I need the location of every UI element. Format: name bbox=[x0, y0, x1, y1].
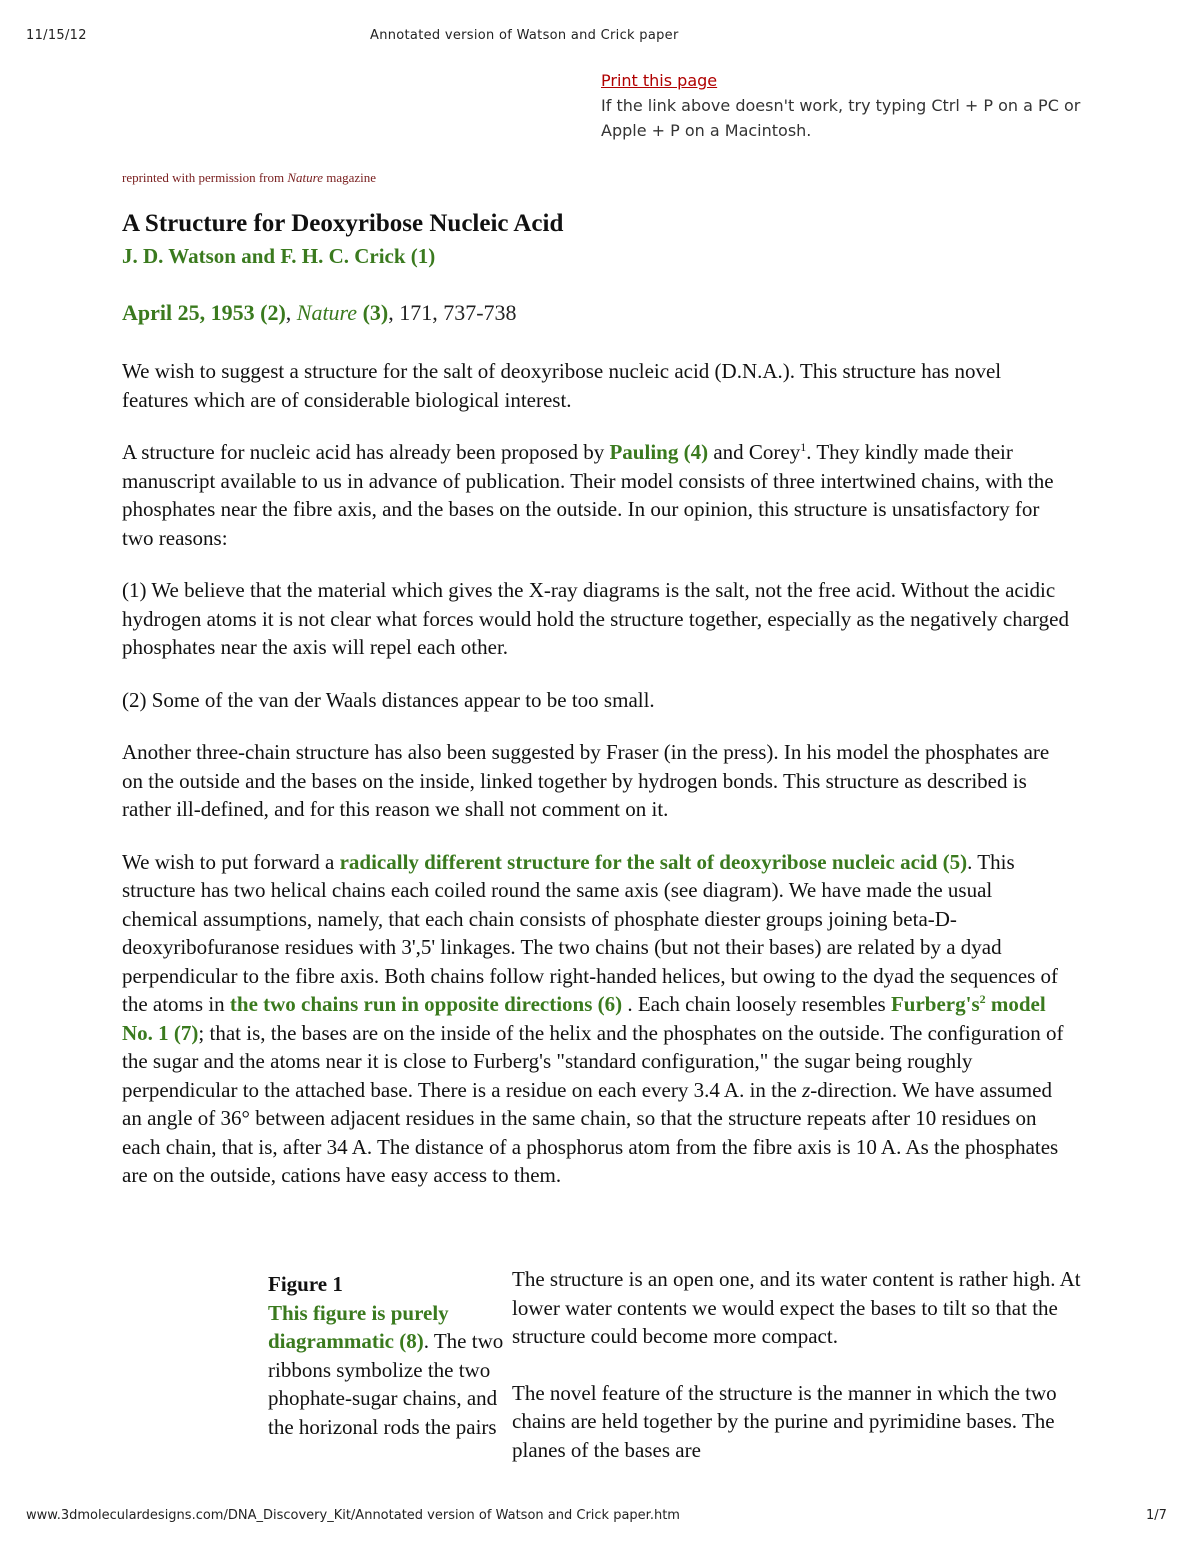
date-link[interactable]: April 25, 1953 (2) bbox=[122, 300, 286, 325]
text: -direction. We have assumed an angle of 36° between adjacent residues in the same chain, so that the structure repeats after 10 residues on each chain, that is, after 34 A. The distance of a phosphorus atom from the fibre axis is 10 A. As the phosphates are on the outside, cations have easy access to them. bbox=[122, 1077, 1059, 1187]
page-number: 1/7 bbox=[1146, 1508, 1167, 1523]
paragraph-fraser: Another three-chain structure has also been suggested by Fraser (in the press). In his model the phosphates are on the outside and the bases on the inside, linked together by hydrogen bonds. This structure as described is rather ill-defined, and for this reason we shall not comment on it. bbox=[122, 740, 1050, 821]
text: and Corey bbox=[708, 440, 801, 464]
journal-link[interactable]: Nature bbox=[296, 300, 358, 325]
print-box bbox=[601, 68, 1081, 143]
text: We wish to put forward a bbox=[122, 849, 340, 874]
paragraph-reason-2: (2) Some of the van der Waals distances appear to be too small. bbox=[122, 687, 655, 712]
radically-different-link[interactable]: radically different structure for the salt of deoxyribose nucleic acid (5) bbox=[339, 849, 968, 874]
dateline bbox=[122, 300, 517, 326]
article-title: A Structure for Deoxyribose Nucleic Acid bbox=[122, 210, 564, 237]
footer-url: www.3dmoleculardesigns.com/DNA_Discovery_Kit/Annotated version of Watson and Crick paper.htm bbox=[26, 1508, 680, 1523]
reprint-text-end: magazine bbox=[323, 170, 377, 185]
figure-heading: Figure 1 bbox=[268, 1272, 343, 1296]
furberg-link-text: model No. 1 (7) bbox=[122, 992, 1046, 1045]
text: . They kindly made their manuscript available to us in advance of publication. Their model consists of three intertwined chains, with the phosphates near the fibre axis, and the bases on the outside. In our opinion, this structure is unsatisfactory for two reasons: bbox=[122, 440, 1054, 550]
text: ; that is, the bases are on the inside of the helix and the phosphates on the outside. The configuration of the sugar and the atoms near it is close to Furberg's "standard configuration," the sugar being roughly perpendicular to the attached base. There is a residue on each every 3.4 A. in the bbox=[122, 1020, 1064, 1102]
figure-diagrammatic-link[interactable]: This figure is purely diagrammatic (8) bbox=[268, 1300, 449, 1353]
print-date: 11/15/12 bbox=[26, 28, 87, 43]
paragraph-intro: We wish to suggest a structure for the salt of deoxyribose nucleic acid (D.N.A.). This structure has novel features which are of considerable biological interest. bbox=[122, 359, 1002, 412]
pauling-link[interactable]: Pauling (4) bbox=[609, 440, 709, 464]
paragraph-pauling bbox=[122, 438, 1072, 552]
text: . This structure has two helical chains each coiled round the same axis (see diagram). We have made the usual chemical assumptions, namely, that each chain consists of phosphate diester groups joining beta-D-deoxyribofuranose residues with 3',5' linkages. The two chains (but not their bases) are related by a dyad perpendicular to the fibre axis. Both chains follow right-handed helices, but owing to the dyad the sequences of the atoms in bbox=[122, 849, 1058, 1016]
journal-ref-link[interactable]: (3) bbox=[357, 300, 389, 325]
text: . Each chain loosely resembles bbox=[622, 992, 891, 1016]
furberg-link-text: Furberg's bbox=[890, 992, 980, 1016]
footnote-ref: 2 bbox=[979, 992, 986, 1006]
figure-caption bbox=[268, 1270, 508, 1441]
figure-caption-text: . The two ribbons symbolize the two phophate-sugar chains, and the horizonal rods the pairs bbox=[268, 1329, 504, 1439]
print-header-title: Annotated version of Watson and Crick paper bbox=[370, 28, 679, 43]
paragraph-novel-feature: The novel feature of the structure is the manner in which the two chains are held together by the purine and pyrimidine bases. The planes of the bases are bbox=[512, 1380, 1057, 1462]
article-body bbox=[122, 357, 1072, 1214]
z-italic: z bbox=[802, 1077, 811, 1102]
footnote-ref: 1 bbox=[800, 440, 807, 454]
reprint-text: reprinted with permission from bbox=[122, 170, 288, 185]
print-this-page-link[interactable]: Print this page bbox=[601, 71, 718, 90]
reprint-journal: Nature bbox=[287, 170, 323, 185]
opposite-directions-link[interactable]: the two chains run in opposite directions (6) bbox=[229, 992, 623, 1016]
paragraph-reason-1: (1) We believe that the material which gives the X-ray diagrams is the salt, not the free acid. Without the acidic hydrogen atoms it is not clear what forces would hold the structure together, especially as the negatively charged phosphates near the axis will repel each other. bbox=[122, 578, 1069, 659]
text: A structure for nucleic acid has already been proposed by bbox=[122, 440, 610, 464]
right-column bbox=[512, 1265, 1097, 1492]
reprint-notice bbox=[122, 170, 376, 186]
authors-link[interactable]: J. D. Watson and F. H. C. Crick (1) bbox=[122, 244, 436, 268]
paragraph-structure bbox=[122, 848, 1072, 1190]
dateline-sep: , bbox=[285, 300, 297, 325]
paragraph-open-structure: The structure is an open one, and its water content is rather high. At lower water contents we would expect the bases to tilt so that the structure could become more compact. bbox=[512, 1267, 1081, 1348]
print-note: If the link above doesn't work, try typing Ctrl + P on a PC or Apple + P on a Macintosh. bbox=[601, 96, 1081, 140]
citation: , 171, 737-738 bbox=[388, 300, 517, 325]
